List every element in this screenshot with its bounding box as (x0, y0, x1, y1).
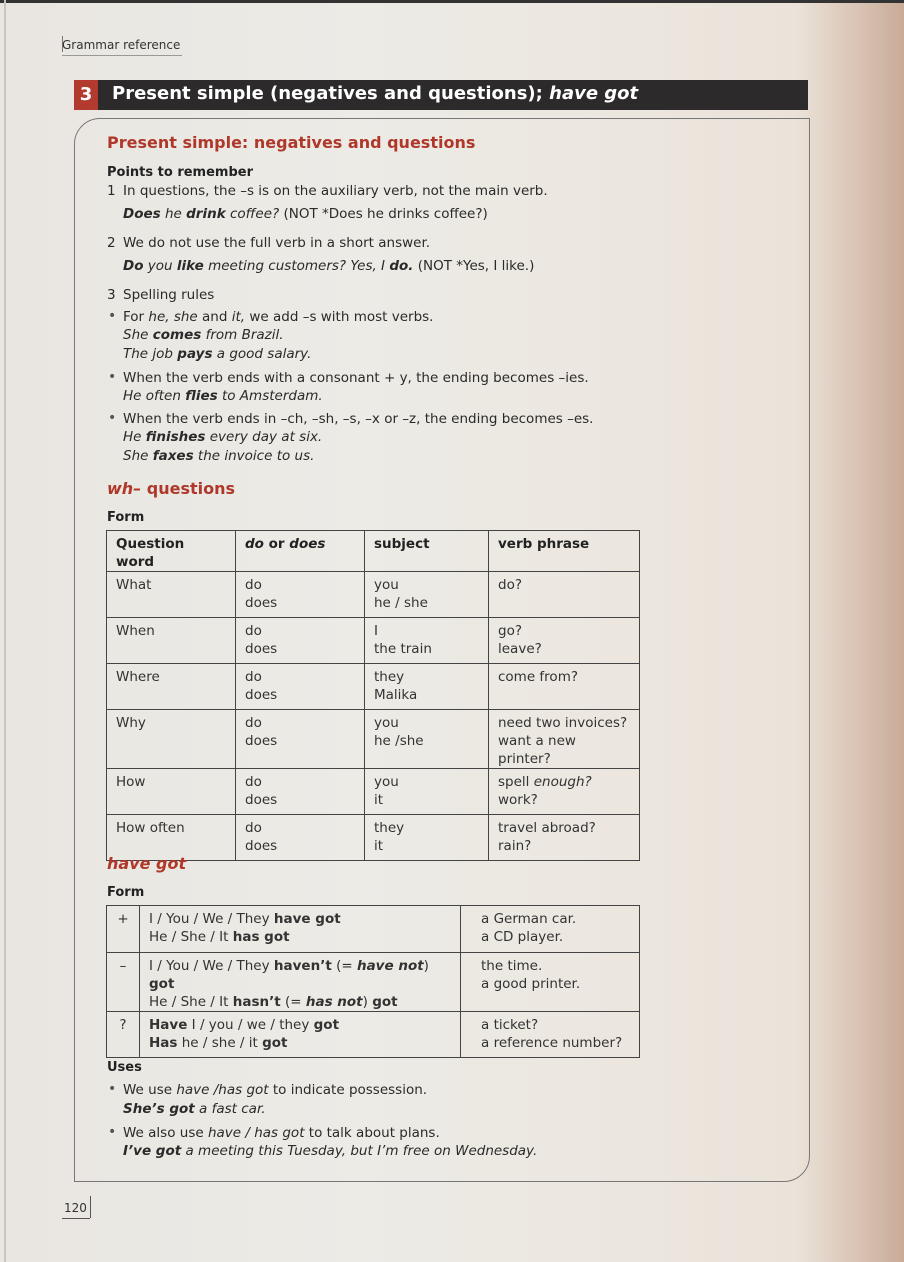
table-row (107, 906, 640, 953)
page-number-marker (90, 1196, 91, 1218)
table-row (107, 664, 640, 710)
point-text: We do not use the full verb in a short answer. (123, 235, 431, 251)
table-cell: What (107, 572, 236, 618)
example-line: I’ve got a meeting this Tuesday, but I’m free on Wednesday. (123, 1143, 538, 1159)
form-heading: Form (107, 510, 145, 525)
bullet: • (108, 1081, 117, 1097)
point-number: 1 (107, 183, 116, 199)
table-cell: a German car. a CD player. (461, 906, 640, 953)
table-row (107, 953, 640, 1012)
table-cell: they Malika (365, 664, 489, 710)
table-cell: do does (236, 572, 365, 618)
table-cell: do? (489, 572, 640, 618)
example-line: She comes from Brazil. (123, 327, 284, 343)
table-cell: I / You / We / They have got He / She / It has got (140, 906, 461, 953)
table-cell: Why (107, 710, 236, 769)
form-heading: Form (107, 885, 145, 900)
table-cell: do does (236, 618, 365, 664)
bullet: • (108, 308, 117, 324)
table-cell: they it (365, 815, 489, 861)
point-text: In questions, the –s is on the auxiliary verb, not the main verb. (123, 183, 548, 199)
unit-number: 3 (74, 80, 98, 110)
table-cell: you it (365, 769, 489, 815)
table-cell: you he / she (365, 572, 489, 618)
points-heading: Points to remember (107, 165, 253, 180)
bullet-text: For he, she and it, we add –s with most verbs. (123, 309, 434, 325)
table-cell: Have I / you / we / they got Has he / she / it got (140, 1012, 461, 1058)
point-number: 2 (107, 235, 116, 251)
table-cell: travel abroad? rain? (489, 815, 640, 861)
example-line: He often flies to Amsterdam. (123, 388, 323, 404)
table-cell: do does (236, 815, 365, 861)
running-head: Grammar reference (62, 38, 181, 52)
example-line: She faxes the invoice to us. (123, 448, 315, 464)
table-cell: come from? (489, 664, 640, 710)
point-number: 3 (107, 287, 116, 303)
table-cell: do does (236, 710, 365, 769)
top-edge-line (0, 0, 904, 3)
column-header: verb phrase (489, 531, 640, 572)
example-line: The job pays a good salary. (123, 346, 312, 362)
table-cell: go? leave? (489, 618, 640, 664)
section-title-have-got: have got (107, 854, 187, 873)
table-row (107, 572, 640, 618)
table-cell: Where (107, 664, 236, 710)
example-line: She’s got a fast car. (123, 1101, 266, 1117)
wh-questions-table (106, 530, 640, 861)
table-cell-symbol: + (107, 906, 140, 953)
table-cell: How often (107, 815, 236, 861)
section-title-wh-questions: wh– questions (107, 479, 235, 498)
table-cell: How (107, 769, 236, 815)
have-got-table (106, 905, 640, 1058)
table-cell: the time. a good printer. (461, 953, 640, 1012)
page-number: 120 (64, 1201, 87, 1215)
table-cell-symbol: ? (107, 1012, 140, 1058)
table-cell: do does (236, 769, 365, 815)
page-number-rule (62, 1218, 90, 1219)
table-cell: a ticket? a reference number? (461, 1012, 640, 1058)
bullet-text: When the verb ends in –ch, –sh, –s, –x or –z, the ending becomes –es. (123, 411, 594, 427)
bullet-text: When the verb ends with a consonant + y, the ending becomes –ies. (123, 370, 589, 386)
column-header: subject (365, 531, 489, 572)
table-cell: spell enough? work? (489, 769, 640, 815)
table-cell: When (107, 618, 236, 664)
section-title-present-simple: Present simple: negatives and questions (107, 133, 476, 152)
table-cell-symbol: – (107, 953, 140, 1012)
table-row (107, 710, 640, 769)
table-row (107, 769, 640, 815)
page-binding-edge (4, 0, 6, 1262)
table-row (107, 618, 640, 664)
example-line: He finishes every day at six. (123, 429, 323, 445)
column-header: do or does (236, 531, 365, 572)
table-cell: I the train (365, 618, 489, 664)
table-row (107, 1012, 640, 1058)
bullet: • (108, 410, 117, 426)
unit-banner (74, 80, 808, 110)
table-row (107, 815, 640, 861)
example-line: Do you like meeting customers? Yes, I do. (NOT *Yes, I like.) (123, 258, 535, 274)
bullet-text: We also use have / has got to talk about plans. (123, 1125, 440, 1141)
bullet: • (108, 369, 117, 385)
table-cell: I / You / We / They haven’t (= have not) got He / She / It hasn’t (= has not) got (140, 953, 461, 1012)
point-text: Spelling rules (123, 287, 215, 303)
table-cell: do does (236, 664, 365, 710)
example-line: Does he drink coffee? (NOT *Does he drinks coffee?) (123, 206, 488, 222)
table-cell: need two invoices? want a new printer? (489, 710, 640, 769)
bullet-text: We use have /has got to indicate possession. (123, 1082, 428, 1098)
column-header: Question word (107, 531, 236, 572)
table-cell: you he /she (365, 710, 489, 769)
running-head-rule (62, 55, 182, 56)
bullet: • (108, 1124, 117, 1140)
uses-heading: Uses (107, 1060, 142, 1075)
unit-title: Present simple (negatives and questions); have got (112, 83, 639, 104)
table-header-row (107, 531, 640, 572)
